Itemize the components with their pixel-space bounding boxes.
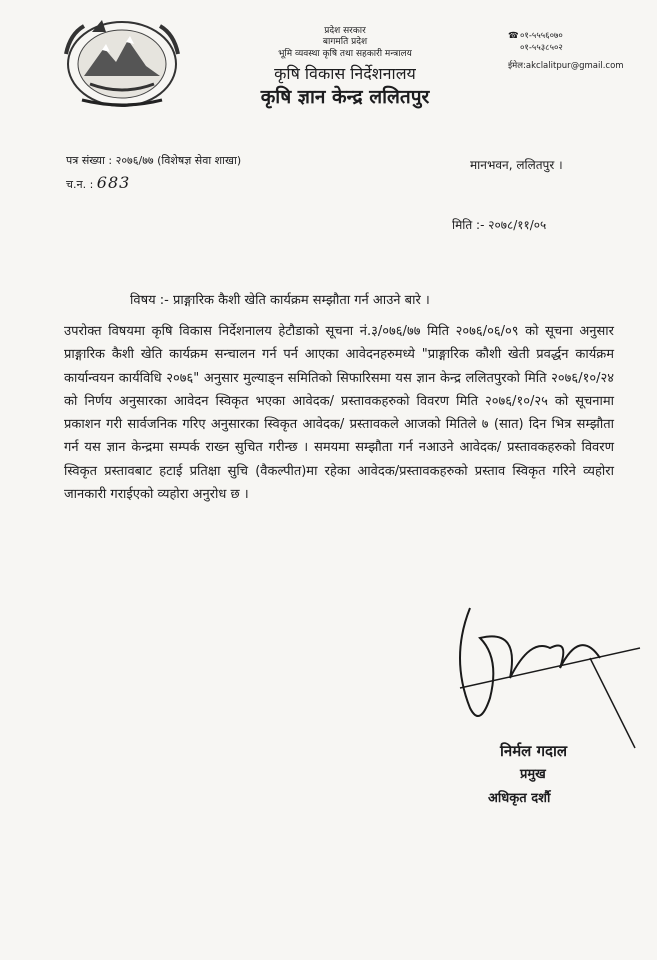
signatory-office: अधिकृत दर्शौ [488,791,551,806]
nepal-emblem-icon [62,14,182,110]
letterhead [210,26,480,109]
ministry-line: भूमि व्यवस्था कृषि तथा सहकारी मन्त्रालय [278,49,412,59]
letter-number: पत्र संख्या : २०७६/७७ (विशेषज्ञ सेवा शाखा) [66,154,242,167]
office-title: कृषि ज्ञान केन्द्र ललितपुर [260,86,430,108]
govt-line: प्रदेश सरकार [324,26,366,36]
place: मानभवन, ललितपुर । [470,158,563,172]
dispatch-number: 683 [96,173,131,192]
contact-block [508,30,648,72]
phone-1: ०१-५५५६०७० [520,31,563,41]
subject-line: विषय :- प्राङ्गारिक कैशी खेति कार्यक्रम सम्झौता गर्न आउने बारे । [130,293,430,308]
letter-date: मिति :- २०७८/११/०५ [452,218,547,232]
reference-block [66,150,241,196]
phone-icon: ☎ [508,31,519,41]
email-text: ईमेल:akclalitpur@gmail.com [508,61,624,71]
directorate-line: कृषि विकास निर्देशनालय [274,64,416,83]
signatory-role: प्रमुख [520,767,546,782]
dispatch-label: च.न. : [66,178,94,191]
phone-2: ०१-५५३८५०२ [520,43,563,53]
signatory-name: निर्मल गदाल [500,742,568,760]
province-line: बागमति प्रदेश [322,37,368,47]
letter-body: उपरोक्त विषयमा कृषि विकास निर्देशनालय हेटौडाको सूचना नं.३/०७६/७७ मिति २०७६/०६/०९ को सूचना अनुसार प्राङ्गारिक कैशी खेति कार्यक्रम सन्चालन गर्न पर्न आएका आवेदनहरुमध्ये "प्राङ्गारिक कौशी खेती प्रवर्द्धन कार्यक्रम कार्यान्वयन कार्यविधि २०७६" अनुसार मुल्याङ्न समितिको सिफारिसमा यस ज्ञान केन्द्र ललितपुरको मिति २०७६/१०/२४ को निर्णय अनुसारका आवेदन स्विकृत भएका आवेदक/ प्रस्तावकहरुको विवरण मिति २०७६/१०/२५ को सूचनामा प्रकाशन गरी सार्वजनिक गरिए अनुसारका स्विकृत आवेदक/ प्रस्तावकले आजको मितिले ७ (सात) दिन भित्र सम्झौता गर्न यस ज्ञान केन्द्रमा सम्पर्क राख्न सुचित गरीन्छ । समयमा सम्झौता गर्न नआउने आवेदक/ प्रस्तावकहरुको विवरण स्विकृत प्रस्तावबाट हटाई प्रतिक्षा सुचि (वैकल्पीत)मा रहेका आवेदक/प्रस्तावकहरुको प्रस्ताव स्विकृत गरिने व्यहोरा जानकारी गराईएको व्यहोरा अनुरोध छ । [64,324,614,503]
